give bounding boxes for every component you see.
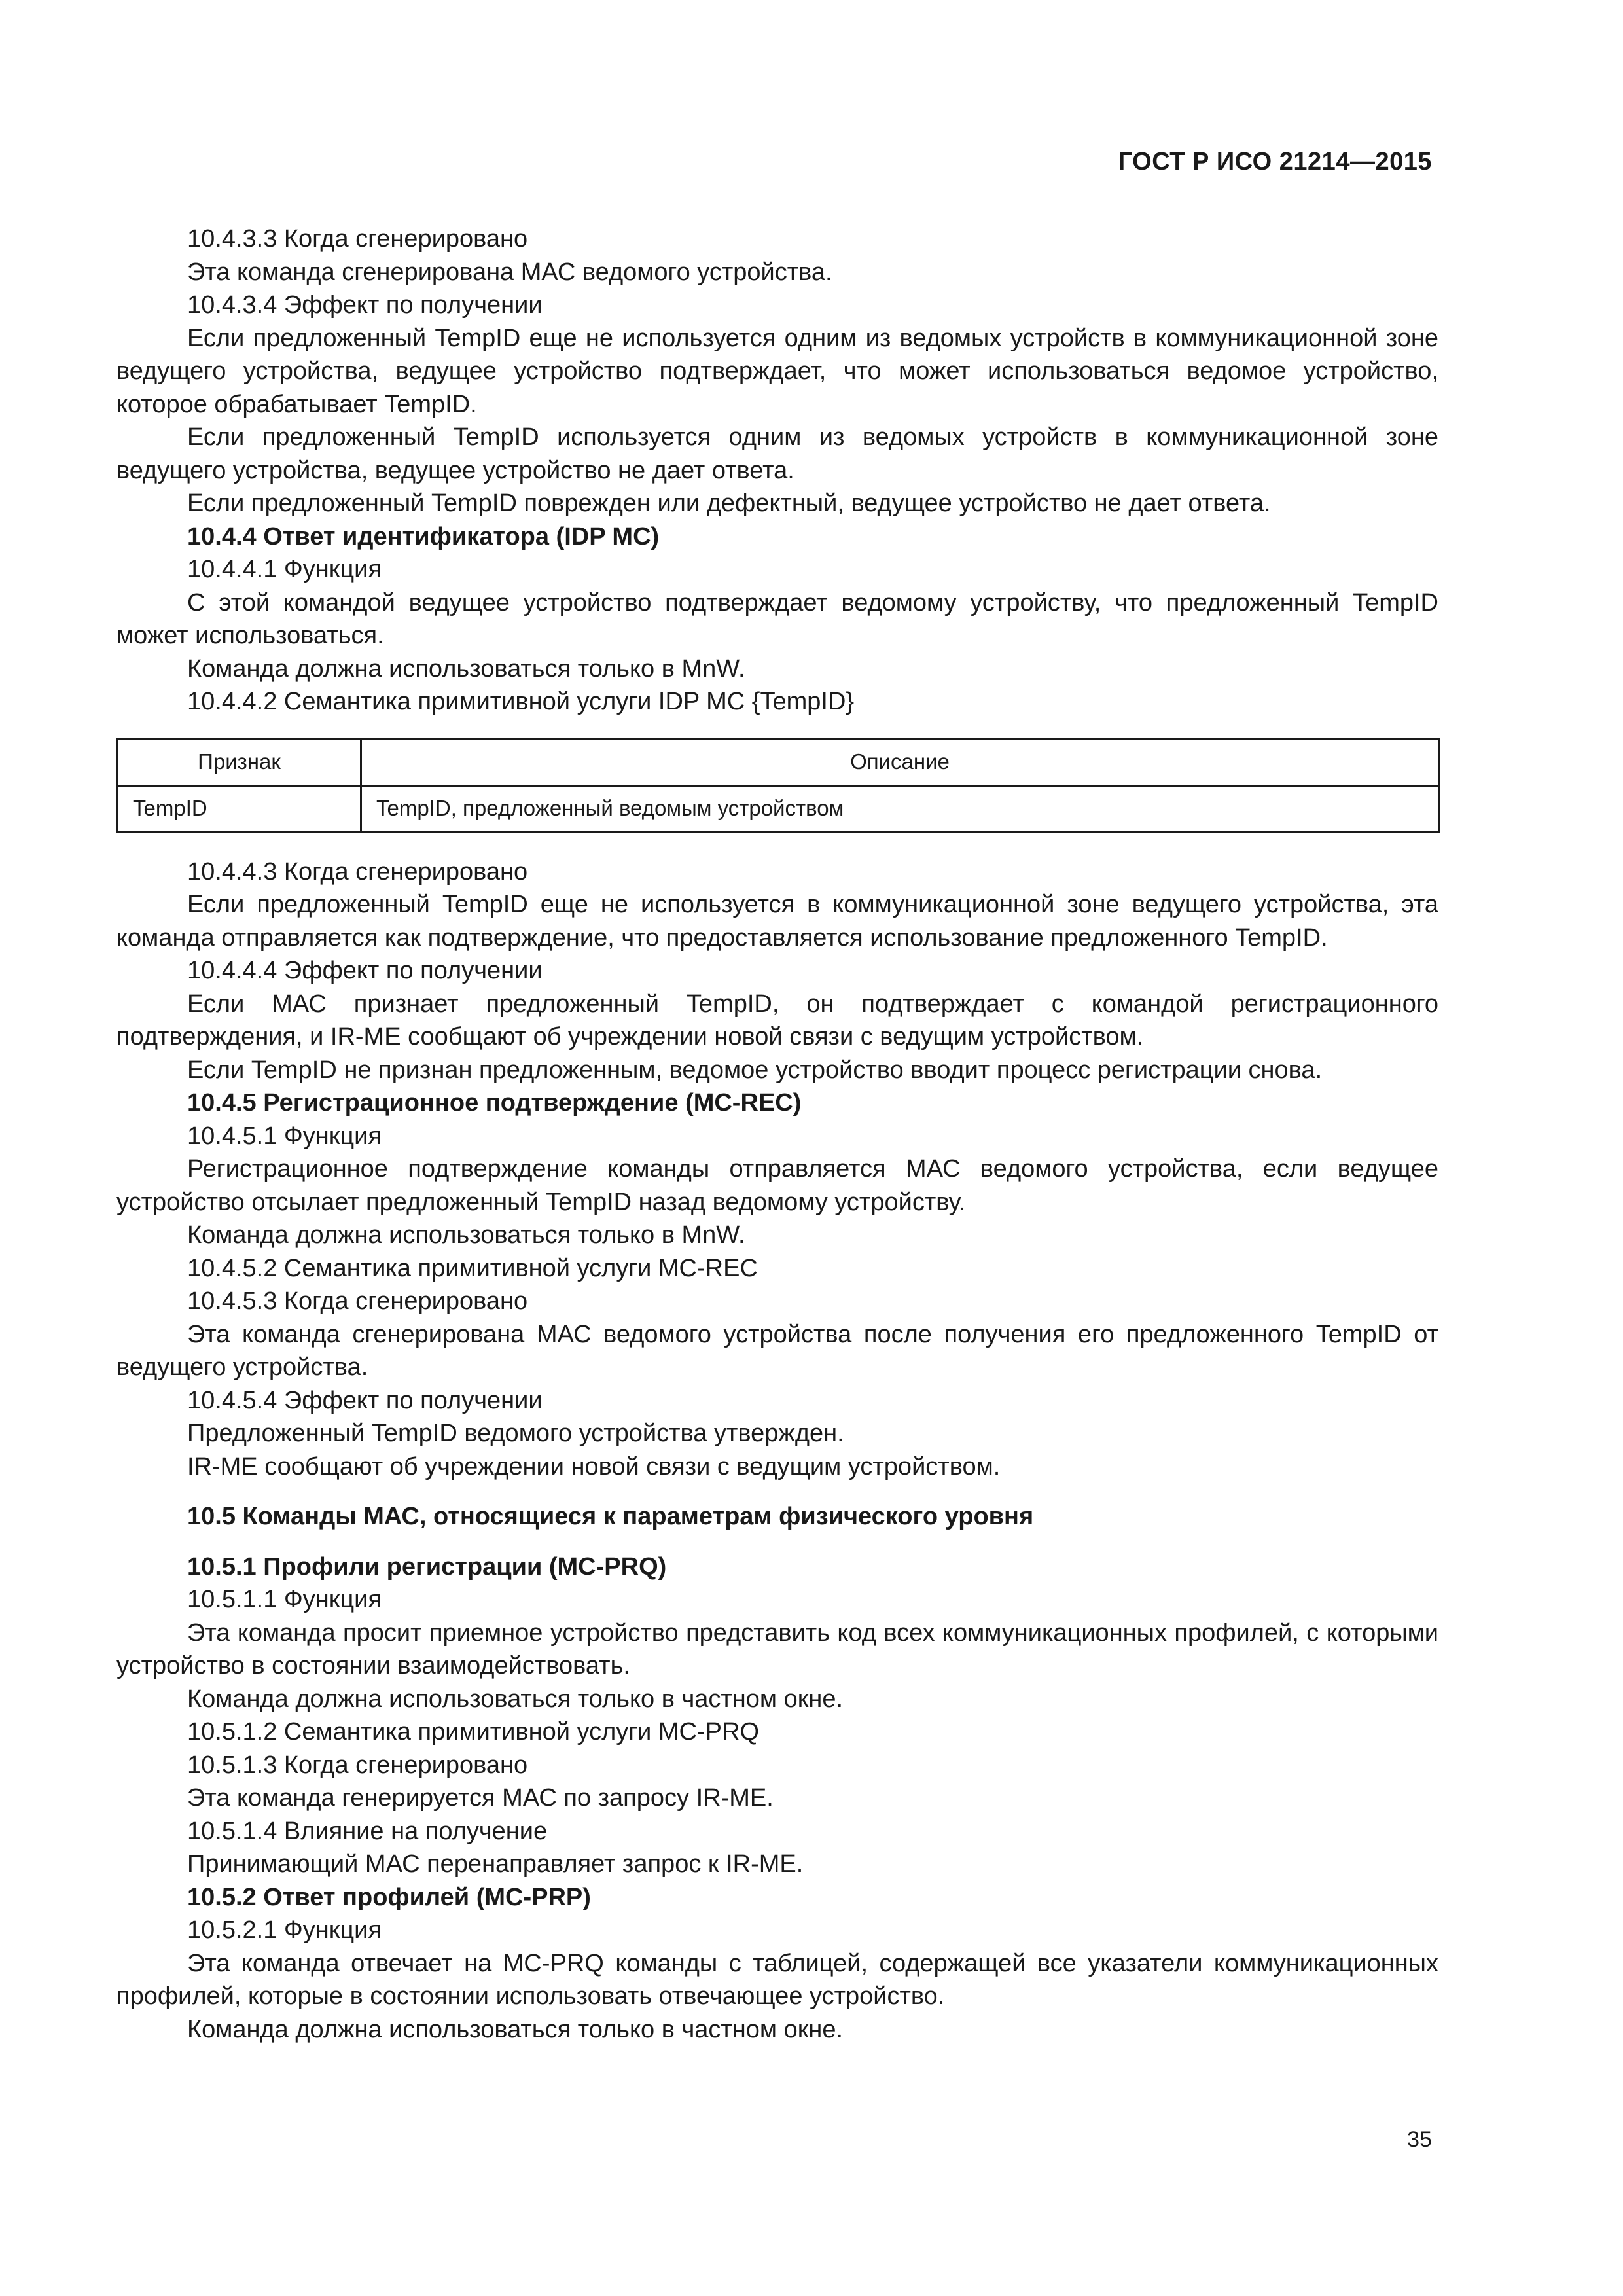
paragraph: Если TempID не признан предложенным, ведомое устройство вводит процесс регистрации снова.: [187, 1056, 1323, 1084]
paragraph: Команда должна использоваться только в MnW.: [187, 655, 745, 683]
paragraph: 10.5.1.4 Влияние на получение: [187, 1817, 548, 1845]
page-number: 35: [1407, 2127, 1432, 2152]
paragraph: Принимающий МАС перенаправляет запрос к IR-ME.: [187, 1850, 804, 1878]
semantics-table: [116, 738, 1440, 833]
paragraph: 10.4.5.3 Когда сгенерировано: [187, 1287, 528, 1315]
paragraph: 10.5.1.3 Когда сгенерировано: [187, 1751, 528, 1779]
paragraph: С этой командой ведущее устройство подтверждает ведомому устройству, что предложенный TempID может использоваться.: [116, 588, 1438, 649]
table-header-row: [118, 739, 1439, 785]
table-cell: TempID, предложенный ведомым устройством: [361, 785, 1439, 832]
paragraph: Команда должна использоваться только в частном окне.: [187, 1685, 844, 1713]
paragraph: 10.4.4.2 Семантика примитивной услуги IDP МС {TempID}: [187, 688, 855, 715]
paragraph: 10.4.3.4 Эффект по получении: [187, 291, 543, 319]
document-header: ГОСТ Р ИСО 21214—2015: [1118, 148, 1432, 175]
paragraph: 10.5.1.1 Функция: [187, 1586, 382, 1613]
section-heading: 10.4.5 Регистрационное подтверждение (МС-REC): [187, 1089, 802, 1117]
paragraph: Если предложенный TempID используется одним из ведомых устройств в коммуникационной зоне ведущего устройства, ведущее устройство не дает ответа.: [116, 423, 1438, 484]
table-header-cell: Описание: [361, 739, 1439, 785]
paragraph: Эта команда просит приемное устройство представить код всех коммуникационных профилей, с которыми устройство в состоянии взаимодействовать.: [116, 1619, 1438, 1679]
section-heading: 10.5 Команды МАС, относящиеся к параметрам физического уровня: [187, 1503, 1034, 1530]
paragraph: 10.5.2.1 Функция: [187, 1916, 382, 1944]
paragraph: IR-ME сообщают об учреждении новой связи с ведущим устройством.: [187, 1452, 1001, 1480]
paragraph: 10.4.3.3 Когда сгенерировано: [187, 225, 528, 253]
paragraph: 10.4.4.3 Когда сгенерировано: [187, 857, 528, 886]
section-heading: 10.5.2 Ответ профилей (МС-PRP): [187, 1883, 591, 1911]
section-heading: 10.5.1 Профили регистрации (МС-PRQ): [187, 1552, 667, 1581]
section-heading: 10.4.4 Ответ идентификатора (IDP МС): [187, 522, 660, 550]
paragraph: 10.4.5.2 Семантика примитивной услуги МС-REC: [187, 1254, 758, 1282]
paragraph: Если предложенный TempID еще не используется в коммуникационной зоне ведущего устройства, эта команда отправляется как подтверждение, что предоставляется использование предложенного TempID.: [116, 891, 1438, 952]
paragraph: Эта команда генерируется МАС по запросу IR-ME.: [187, 1784, 774, 1812]
table-cell: TempID: [118, 785, 361, 832]
paragraph: Если предложенный TempID еще не используется одним из ведомых устройств в коммуникационной зоне ведущего устройства, ведущее устройство подтверждает, что может использоваться ведомое устройство, которое обрабатывает TempID.: [116, 324, 1438, 418]
paragraph: 10.4.5.1 Функция: [187, 1122, 382, 1150]
text-block-1: [116, 223, 1438, 719]
paragraph: 10.4.4.4 Эффект по получении: [187, 957, 543, 984]
document-body: [116, 223, 1438, 2046]
table-header-cell: Признак: [118, 739, 361, 785]
paragraph: Эта команда сгенерирована МАС ведомого устройства после получения его предложенного TempID от ведущего устройства.: [116, 1320, 1438, 1381]
paragraph: Эта команда отвечает на МС-PRQ команды с таблицей, содержащей все указатели коммуникационных профилей, которые в состоянии использовать отвечающее устройство.: [116, 1949, 1438, 2010]
paragraph: Команда должна использоваться только в частном окне.: [187, 2015, 844, 2043]
paragraph: Если МАС признает предложенный TempID, он подтверждает с командой регистрационного подтверждения, и IR-ME сообщают об учреждении новой связи с ведущим устройством.: [116, 990, 1438, 1050]
paragraph: Предложенный TempID ведомого устройства утвержден.: [187, 1420, 844, 1447]
paragraph: Если предложенный TempID поврежден или дефектный, ведущее устройство не дает ответа.: [187, 490, 1271, 517]
paragraph: Регистрационное подтверждение команды отправляется МАС ведомого устройства, если ведущее устройство отсылает предложенный TempID назад ведомому устройству.: [116, 1155, 1438, 1216]
table-row: [118, 785, 1439, 832]
paragraph: 10.5.1.2 Семантика примитивной услуги МС-PRQ: [187, 1718, 759, 1746]
paragraph: Команда должна использоваться только в MnW.: [187, 1221, 745, 1249]
paragraph: 10.4.4.1 Функция: [187, 556, 382, 583]
paragraph: Эта команда сгенерирована МАС ведомого устройства.: [187, 258, 832, 286]
paragraph: 10.4.5.4 Эффект по получении: [187, 1386, 543, 1414]
text-block-2: [116, 855, 1438, 2047]
